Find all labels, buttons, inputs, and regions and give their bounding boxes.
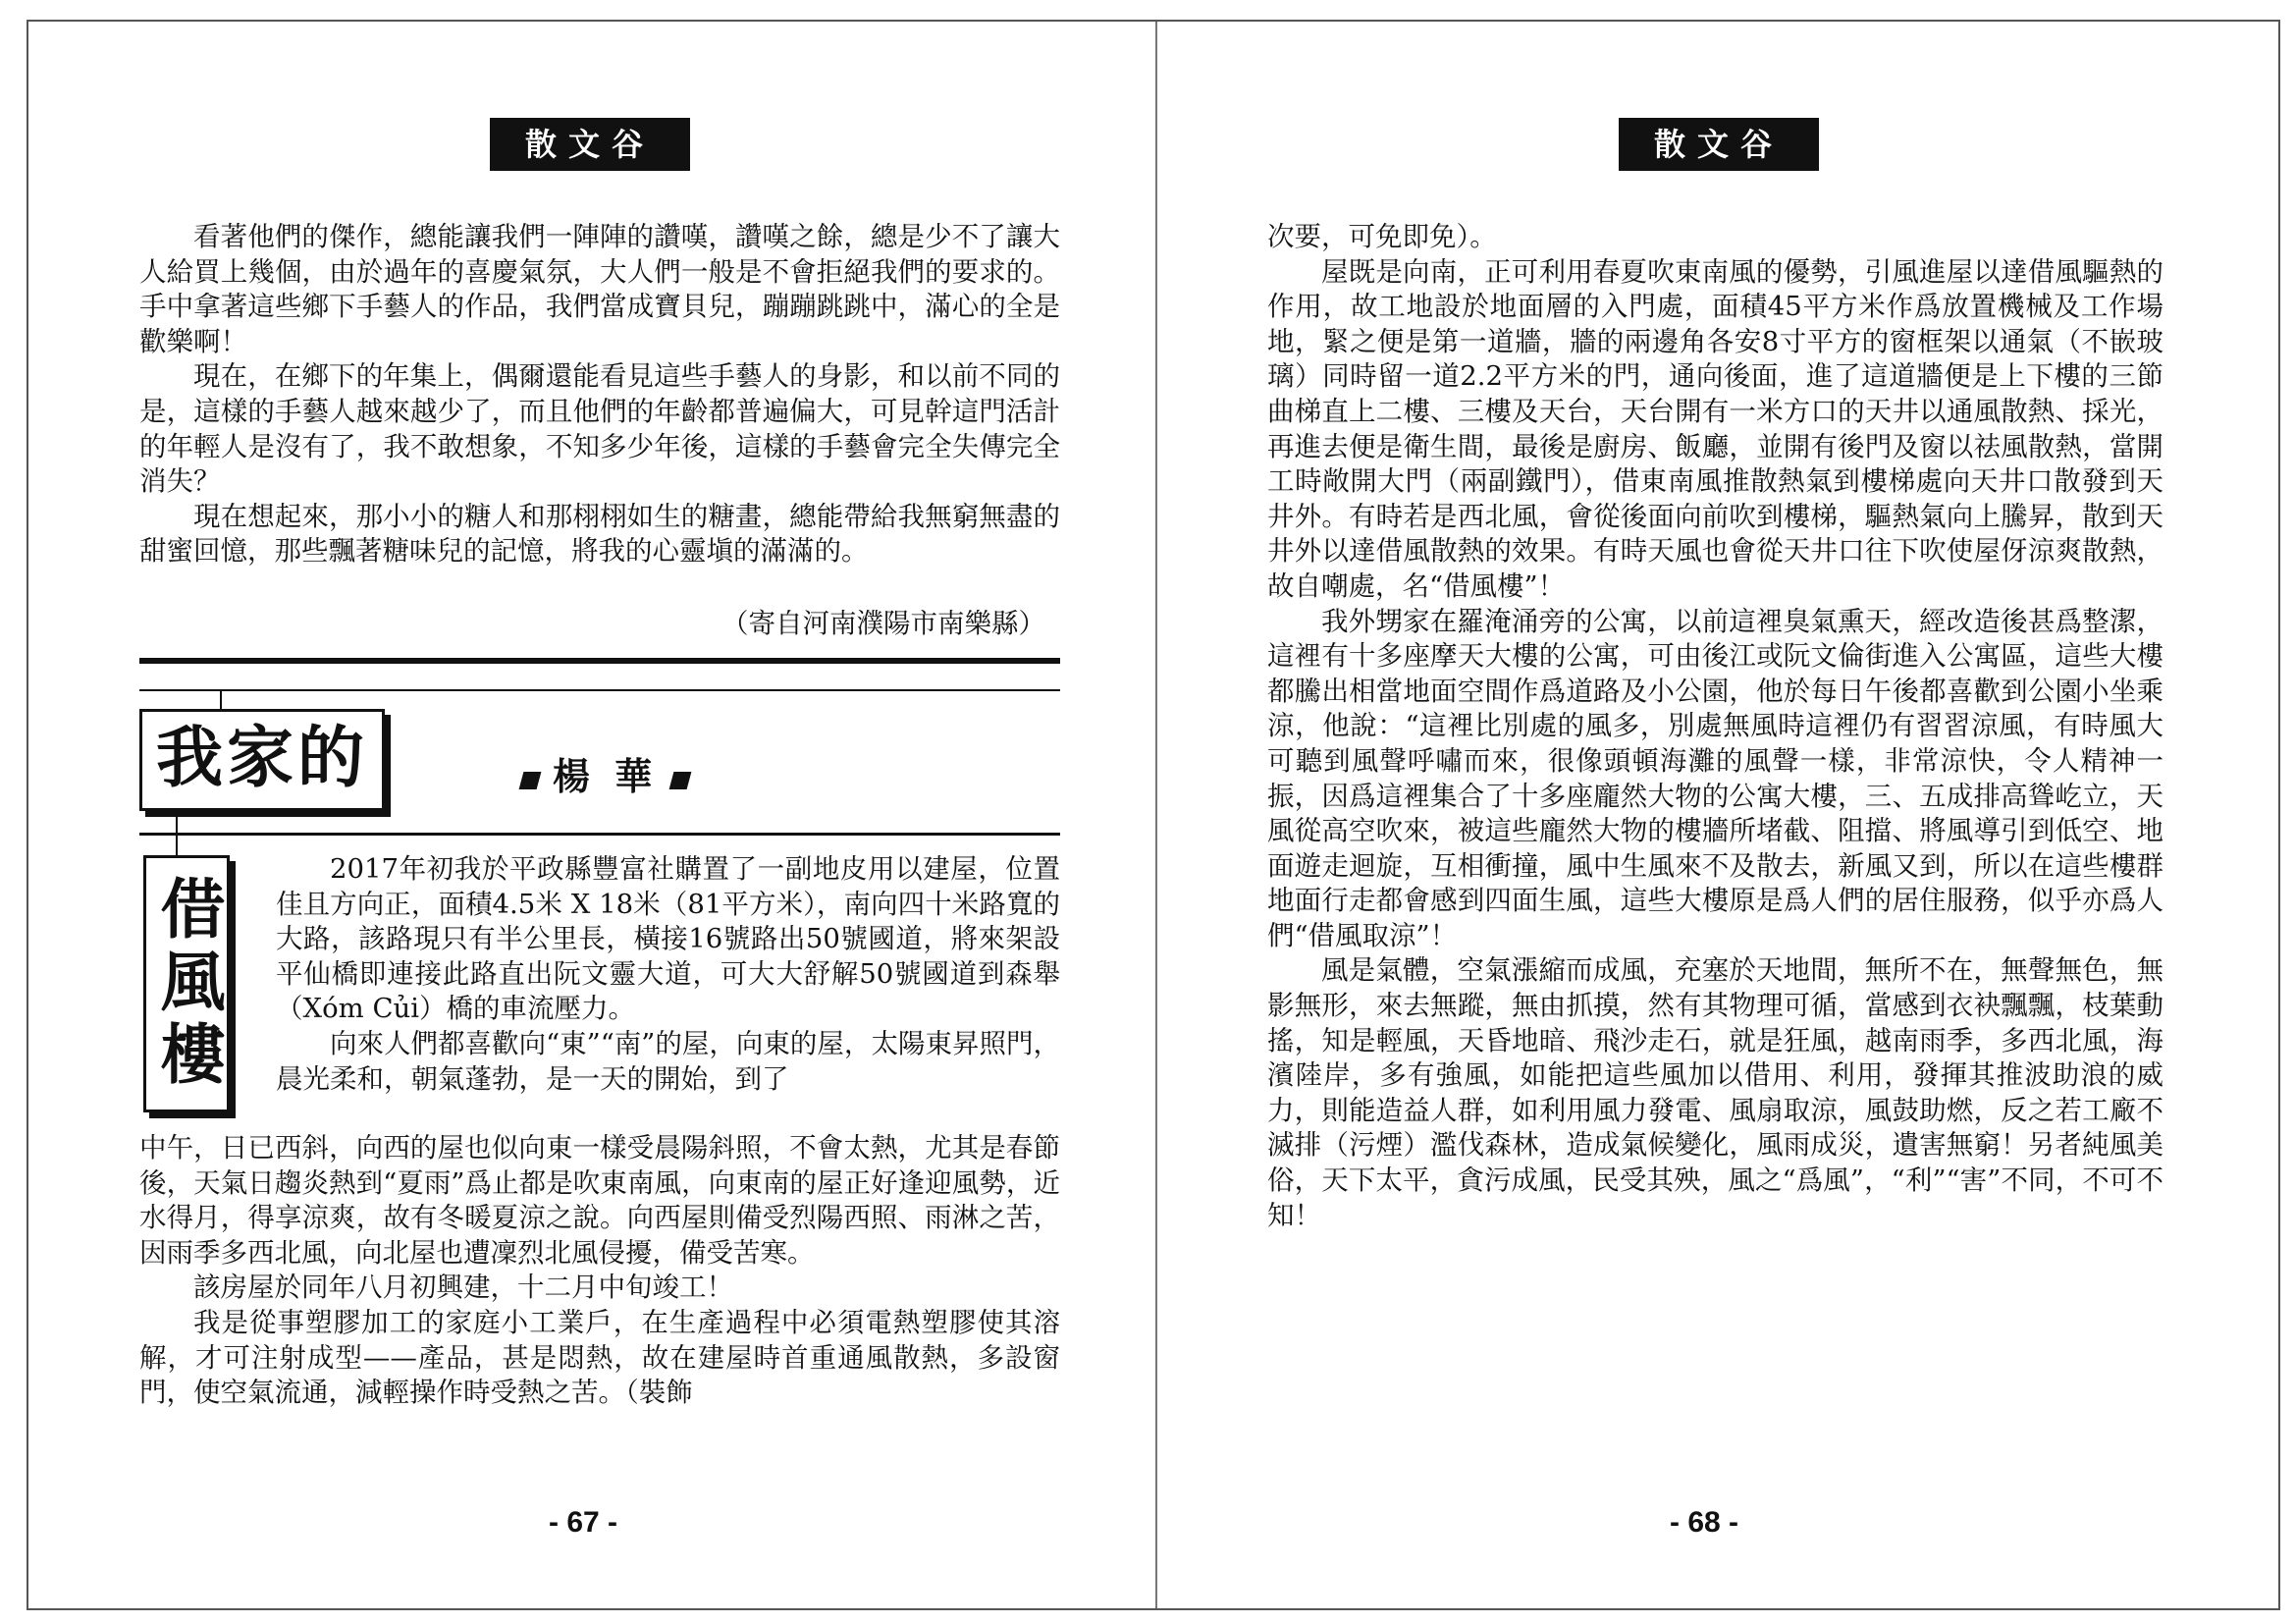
article-title: 我家的: [139, 709, 385, 811]
paragraph: 向來人們都喜歡向“東”“南”的屋，向東的屋，太陽東昇照門，晨光柔和，朝氣蓬勃，是一天的開始，到了: [276, 1027, 1060, 1095]
section-badge: 散文谷: [490, 118, 690, 171]
left-page: [28, 22, 1155, 1608]
article-title-vertical: 借風樓: [143, 855, 230, 1112]
divider-thin: [139, 689, 1060, 691]
article-text-narrow: [276, 852, 1060, 1097]
section-badge: 散文谷: [1619, 118, 1819, 171]
square-bullet-icon: [669, 772, 692, 789]
book-spread: [27, 20, 2280, 1610]
page-number: - 67 -: [549, 1506, 618, 1539]
signature: （寄自河南濮陽市南樂縣）: [721, 608, 1045, 639]
paragraph: 該房屋於同年八月初興建，十二月中旬竣工！: [193, 1272, 733, 1304]
square-bullet-icon: [519, 772, 542, 789]
right-page: [1157, 22, 2280, 1608]
divider-thick: [139, 658, 1060, 664]
paragraph: 2017年初我於平政縣豐富社購置了一副地皮用以建屋，位置佳且方向正，面積4.5米 X 18米（81平方米），南向四十米路寬的大路，該路現只有半公里長，橫接16號路出50號國道，將來架設平仙橋即連接此路直出阮文靈大道，可大大舒解50號國道到森舉（Xóm Củi）橋的車流壓力。: [276, 853, 1060, 1025]
paragraph: 次要，可免即免）。: [1267, 221, 1497, 252]
author-name: 楊 華: [553, 754, 659, 798]
previous-article-text: [139, 220, 1060, 569]
article-text-full: [139, 1131, 1060, 1411]
paragraph: 屋既是向南，正可利用春夏吹東南風的優勢，引風進屋以達借風驅熱的作用，故工地設於地面層的入門處，面積45平方米作爲放置機械及工作場地，緊之便是第一道牆，牆的兩邊角各安8寸平方的窗框架以通氣（不嵌玻璃）同時留一道2.2平方米的門，通向後面，進了這道牆便是上下樓的三節曲梯直上二樓、三樓及天台，天台開有一米方口的天井以通風散熱、採光，再進去便是衛生間，最後是廚房、飯廳，並開有後門及窗以祛風散熱，當開工時敞開大門（兩副鐵門），借東南風推散熱氣到樓梯處向天井口散發到天井外。有時若是西北風，會從後面向前吹到樓梯，驅熱氣向上騰昇，散到天井外以達借風散熱的效果。有時天風也會從天井口往下吹使屋伢涼爽散熱，故自嘲處，名“借風樓”！: [1267, 255, 2163, 602]
title-underline: [139, 833, 1060, 836]
paragraph: 現在想起來，那小小的糖人和那栩栩如生的糖畫，總能帶給我無窮無盡的甜蜜回憶，那些飄著糖味兒的記憶，將我的心靈塡的滿滿的。: [139, 500, 1060, 568]
paragraph: 中午，日已西斜，向西的屋也似向東一樣受晨陽斜照，不會太熱，尤其是春節後，天氣日趨炎熱到“夏雨”爲止都是吹東南風，向東南的屋正好逢迎風勢，近水得月，得享涼爽，故有冬暖夏涼之說。向西屋則備受烈陽西照、雨淋之苦，因雨季多西北風，向北屋也遭凜烈北風侵擾，備受苦寒。: [139, 1132, 1060, 1269]
title-connector: [176, 817, 178, 856]
paragraph: 看著他們的傑作，總能讓我們一陣陣的讚嘆，讚嘆之餘，總是少不了讓大人給買上幾個，由於過年的喜慶氣氛，大人們一般是不會拒絕我們的要求的。手中拿著這些鄉下手藝人的作品，我們當成寶貝兒，蹦蹦跳跳中，滿心的全是歡樂啊！: [139, 221, 1060, 357]
article-text-continued: [1267, 220, 2163, 1233]
paragraph: 風是氣體，空氣漲縮而成風，充塞於天地間，無所不在，無聲無色，無影無形，來去無蹤，無由抓摸，然有其物理可循，當感到衣袂飄飄，枝葉動搖，知是輕風，天昏地暗、飛沙走石，就是狂風，越南雨季，多西北風，海濱陸岸，多有強風，如能把這些風加以借用、利用，發揮其推波助浪的威力，則能造益人群，如利用風力發電、風扇取涼，風鼓助燃，反之若工廠不滅排（污煙）濫伐森林，造成氣候變化，風雨成災，遺害無窮！另者純風美俗，天下太平，貪污成風，民受其殃，風之“爲風”，“利”“害”不同，不可不知！: [1267, 954, 2163, 1231]
page-number: - 68 -: [1670, 1506, 1739, 1539]
paragraph: 我是從事塑膠加工的家庭小工業戶，在生產過程中必須電熱塑膠使其溶解，才可注射成型——產品，甚是悶熱，故在建屋時首重通風散熱，多設窗門，使空氣流通，減輕操作時受熱之苦。（裝飾: [139, 1306, 1060, 1409]
paragraph: 我外甥家在羅淹涌旁的公寓，以前這裡臭氣熏天，經改造後甚爲整潔，這裡有十多座摩天大樓的公寓，可由後江或阮文倫街進入公寓區，這些大樓都騰出相當地面空間作爲道路及小公園，他於每日午後都喜歡到公園小坐乘涼，他說：“這裡比別處的風多，別處無風時這裡仍有習習涼風，有時風大可聽到風聲呼嘯而來，很像頭頓海灘的風聲一樣，非常涼快，令人精神一振，因爲這裡集合了十多座龐然大物的公寓大樓，三、五成排高聳屹立，天風從高空吹來，被這些龐然大物的樓牆所堵截、阻擋、將風導引到低空、地面遊走迴旋，互相衝撞，風中生風來不及散去，新風又到，所以在這些樓群地面行走都會感到四面生風，這些大樓原是爲人們的居住服務，似乎亦爲人們“借風取涼”！: [1267, 605, 2163, 951]
author: [507, 746, 703, 800]
paragraph: 現在，在鄉下的年集上，偶爾還能看見這些手藝人的身影，和以前不同的是，這樣的手藝人越來越少了，而且他們的年齡都普遍偏大，可見幹這門活計的年輕人是沒有了，我不敢想象，不知多少年後，這樣的手藝會完全失傳完全消失？: [139, 360, 1060, 498]
